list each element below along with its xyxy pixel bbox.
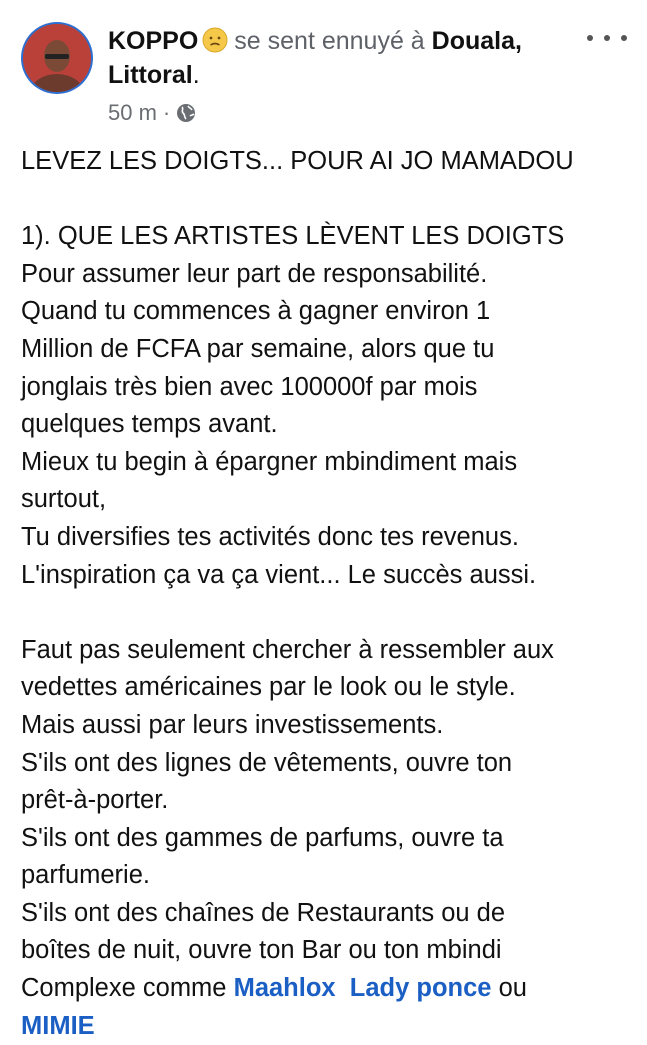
post-line: Tu diversifies tes activités donc tes revenus. xyxy=(21,522,519,551)
location-region: Littoral xyxy=(108,61,193,89)
post-line: Pour assumer leur part de responsabilité. xyxy=(21,259,488,288)
post-line: S'ils ont des chaînes de Restaurants ou de xyxy=(21,898,506,927)
author-name[interactable]: KOPPO xyxy=(108,27,199,55)
post-line: Mais aussi par leurs investissements. xyxy=(21,710,444,739)
line-text: ou xyxy=(491,974,527,1003)
post-line: L'inspiration ça va ça vient... Le succès aussi. xyxy=(21,560,537,589)
post-meta xyxy=(108,100,196,126)
line-text: Complexe comme xyxy=(21,974,234,1003)
post-line: Million de FCFA par semaine, alors que tu xyxy=(21,334,495,363)
location-city: Douala, xyxy=(431,27,522,55)
post-line: vedettes américaines par le look ou le style. xyxy=(21,673,516,702)
mention-mimie[interactable]: MIMIE xyxy=(21,1011,95,1040)
post-line: surtout, xyxy=(21,485,107,514)
meta-separator: · xyxy=(162,100,171,125)
post-line: LEVEZ LES DOIGTS... POUR AI JO MAMADOU xyxy=(21,147,574,175)
post-line: quelques temps avant. xyxy=(21,410,278,439)
post-line: boîtes de nuit, ouvre ton Bar ou ton mbindi xyxy=(21,936,502,965)
post-line: parfumerie. xyxy=(21,861,150,890)
post-line: 1). QUE LES ARTISTES LÈVENT LES DOIGTS xyxy=(21,222,565,251)
post-header xyxy=(108,24,578,92)
post-line xyxy=(21,181,641,219)
post-line-mentions xyxy=(21,970,641,1008)
slightly-frowning-face-icon xyxy=(202,27,228,53)
author-avatar[interactable] xyxy=(21,22,93,94)
mention-lady-ponce[interactable]: Lady ponce xyxy=(349,974,492,1003)
post-line xyxy=(21,594,641,632)
globe-icon xyxy=(176,103,196,123)
post-line: S'ils ont des gammes de parfums, ouvre ta xyxy=(21,823,504,852)
location-period: . xyxy=(192,61,200,89)
post-line: Faut pas seulement chercher à ressembler aux xyxy=(21,635,554,664)
post-line: prêt-à-porter. xyxy=(21,786,169,815)
post-line: Quand tu commences à gagner environ 1 xyxy=(21,297,491,326)
mention-maahlox[interactable]: Maahlox xyxy=(233,974,336,1003)
post-line: S'ils ont des lignes de vêtements, ouvre ton xyxy=(21,748,513,777)
post-body xyxy=(21,143,641,1045)
feeling-text: se sent ennuyé à xyxy=(234,27,425,55)
post-line-mention xyxy=(21,1008,641,1045)
post-line: Mieux tu begin à épargner mbindiment mais xyxy=(21,447,518,476)
more-options-icon[interactable] xyxy=(587,28,627,48)
avatar-photo xyxy=(23,24,91,92)
post-timestamp[interactable]: 50 m xyxy=(108,100,157,125)
post-line: jonglais très bien avec 100000f par mois xyxy=(21,372,478,401)
